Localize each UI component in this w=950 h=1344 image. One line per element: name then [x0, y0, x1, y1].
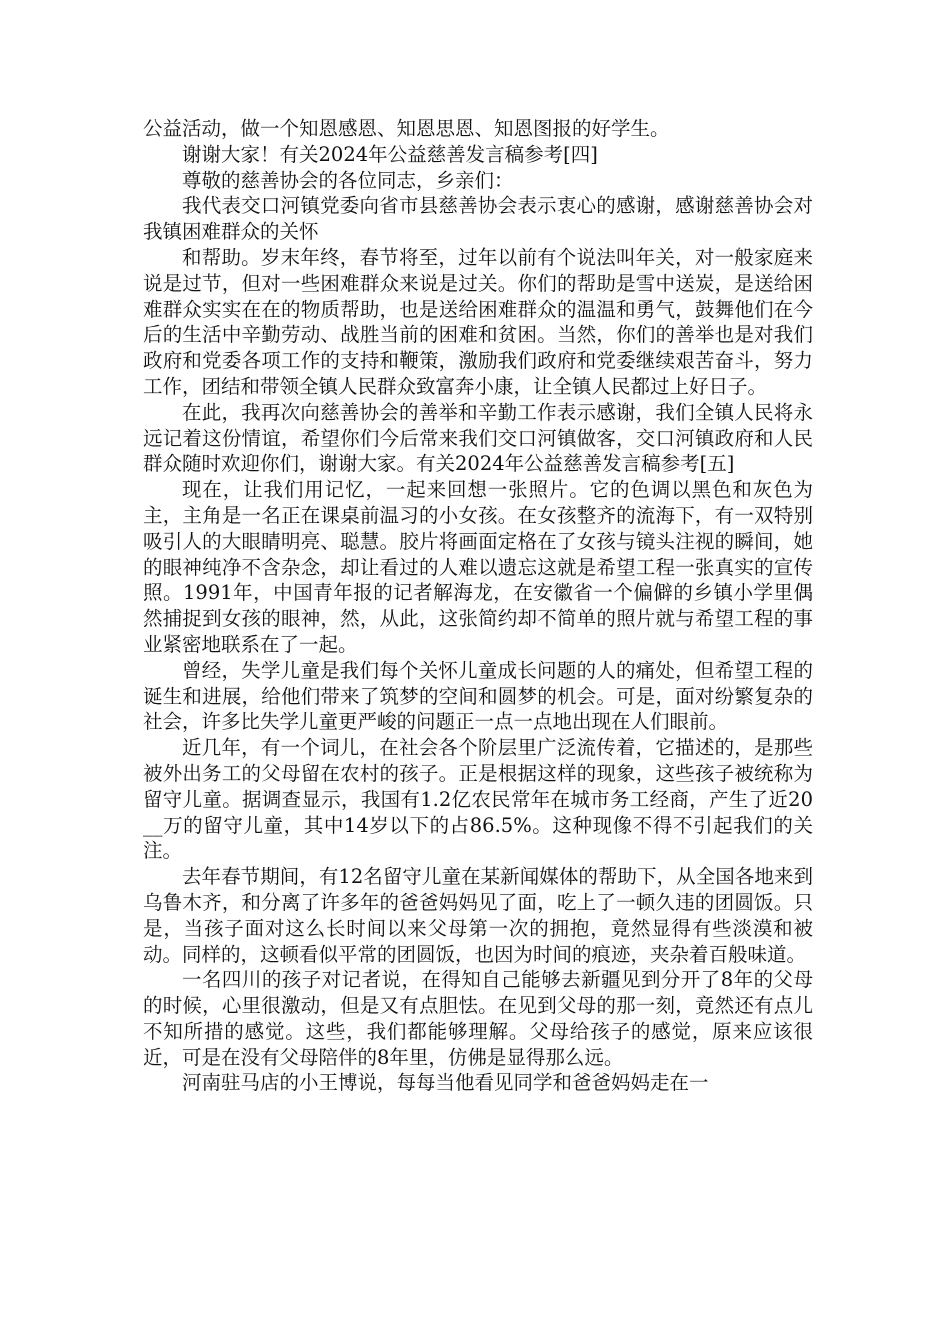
paragraph-gratitude: 我代表交口河镇党委向省市县慈善协会表示衷心的感谢，感谢慈善协会对我镇困难群众的关怀: [143, 194, 813, 244]
paragraph-thanks-heading: 谢谢大家！有关2024年公益慈善发言稿参考[四]: [182, 142, 598, 166]
paragraph-continuation: 公益活动，做一个知恩感恩、知恩思恩、知恩图报的好学生。: [143, 117, 670, 140]
paragraph-salutation: 尊敬的慈善协会的各位同志，乡亲们：: [182, 168, 514, 192]
paragraph-thanks-again: 在此，我再次向慈善协会的善举和辛勤工作表示感谢，我们全镇人民将永远记着这份情谊，希望你们今后常来我们交口河镇做客，交口河镇政府和人民群众随时欢迎你们，谢谢大家。有关2024年公益慈善发言稿参考[五]: [143, 400, 813, 476]
paragraph-left-behind-children: 近几年，有一个词儿，在社会各个阶层里广泛流传着，它描述的，是那些被外出务工的父母留在农村的孩子。正是根据这样的现象，这些孩子被统称为留守儿童。据调查显示，我国有1.2亿农民常年在城市务工经商，产生了近20__万的留守儿童，其中14岁以下的占86.5%。这种现像不得不引起我们的关注。: [143, 736, 813, 863]
paragraph-help: 和帮助。岁末年终，春节将至，过年以前有个说法叫年关，对一般家庭来说是过节，但对一些困难群众来说是过关。你们的帮助是雪中送炭，是送给困难群众实实在在的物质帮助，也是送给困难群众的温温和勇气，鼓舞他们在今后的生活中辛勤劳动、战胜当前的困难和贫困。当然，你们的善举也是对我们政府和党委各项工作的支持和鞭策，激励我们政府和党委继续艰苦奋斗，努力工作，团结和带领全镇人民群众致富奔小康，让全镇人民都过上好日子。: [143, 245, 813, 398]
paragraph-photo-memory: 现在，让我们用记忆，一起来回想一张照片。它的色调以黑色和灰色为主，主角是一名正在课桌前温习的小女孩。在女孩整齐的流海下，有一双特别吸引人的大眼睛明亮、聪慧。胶片将画面定格在了女孩与镜头注视的瞬间，她的眼神纯净不含杂念，却让看过的人难以遗忘这就是希望工程一张真实的宣传照。1991年，中国青年报的记者解海龙，在安徽省一个偏僻的乡镇小学里偶然捕捉到女孩的眼神，然，从此，这张简约却不简单的照片就与希望工程的事业紧密地联系在了一起。: [143, 478, 813, 656]
document-page: [143, 116, 813, 1096]
paragraph-henan-child: 河南驻马店的小王博说，每每当他看见同学和爸爸妈妈走在一: [182, 1071, 709, 1095]
paragraph-spring-festival: 去年春节期间，有12名留守儿童在某新闻媒体的帮助下，从全国各地来到乌鲁木齐，和分离了许多年的爸爸妈妈见了面，吃上了一顿久违的团圆饭。只是，当孩子面对这么长时间以来父母第一次的拥抱，竟然显得有些淡漠和被动。同样的，这顿看似平常的团圆饭，也因为时间的痕迹，夹杂着百般味道。: [143, 865, 813, 966]
paragraph-dropout-children: 曾经，失学儿童是我们每个关怀儿童成长问题的人的痛处，但希望工程的诞生和进展，给他们带来了筑梦的空间和圆梦的机会。可是，面对纷繁复杂的社会，许多比失学儿童更严峻的问题正一点一点地出现在人们眼前。: [143, 658, 813, 734]
paragraph-sichuan-child: 一名四川的孩子对记者说，在得知自己能够去新疆见到分开了8年的父母的时候，心里很激动，但是又有点胆怯。在见到父母的那一刻，竟然还有点儿不知所措的感觉。这些，我们都能够理解。父母给孩子的感觉，原来应该很近，可是在没有父母陪伴的8年里，仿佛是显得那么远。: [143, 968, 813, 1069]
